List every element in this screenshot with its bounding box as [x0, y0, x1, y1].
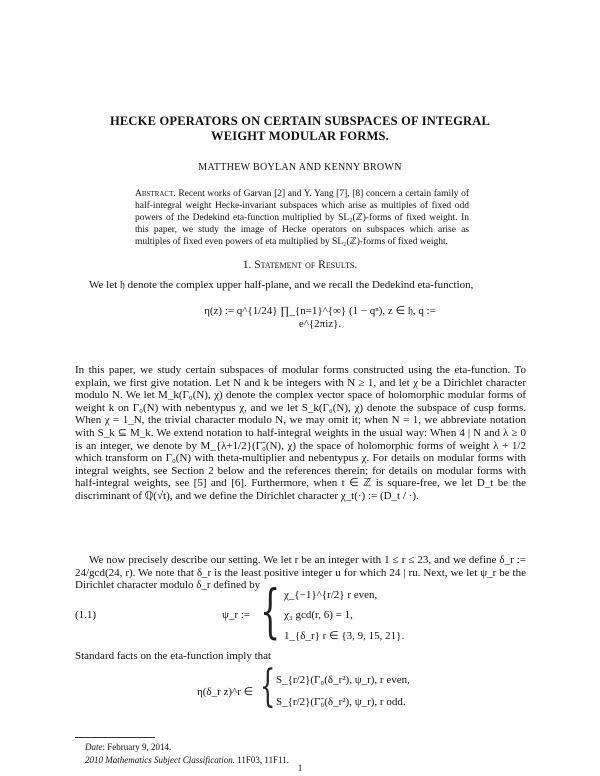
paragraph-3: We now precisely describe our setting. We let r be an integer with 1 ≤ r ≤ 23, and we define δ_r := 24/gcd(24, r). We note that δ_r is the least positive integer u for which 24 | ru. Next, we let ψ_r be the Dirichlet character modulo δ_r defined by [75, 554, 526, 592]
equation-2-lhs: η(δ_r z)^r ∈ [197, 686, 254, 698]
footnote-msc-label: 2010 Mathematics Subject Classification. [85, 755, 235, 765]
abstract-text: Recent works of Garvan [2] and Y. Yang [7], [8] concern a certain family of half-integral weight Hecke-invariant subspaces which arise as multiples of fixed odd powers of the Dedekind eta-function multiplied by SL₂(ℤ)-forms of fixed weight. In this paper, we study the image of Hecke operators on subspaces which arise as multiples of fixed even powers of eta multiplied by SL₂(ℤ)-forms of fixed weight. [135, 189, 470, 247]
footnote-rule [75, 737, 155, 738]
equation-1-1-case-1: χ_{−1}^{r/2} r even, [284, 589, 378, 601]
section-heading: 1. Statement of Results. [242, 259, 358, 271]
equation-2-case-1: S_{r/2}(Γ₀(δ_r²), ψ_r), r even, [276, 674, 410, 686]
footnote-date-label: Date [85, 742, 103, 752]
left-brace-icon: { [260, 577, 281, 645]
paragraph-4: Standard facts on the eta-function imply that [75, 650, 272, 662]
equation-1-1-case-3: 1_{δ_r} r ∈ {3, 9, 15, 21}. [284, 630, 405, 642]
authors: MATTHEW BOYLAN AND KENNY BROWN [198, 162, 402, 173]
page-number: 1 [297, 764, 303, 774]
footnote-date-value: : February 9, 2014. [102, 742, 172, 752]
paragraph-1: We let 𝔥 denote the complex upper half-plane, and we recall the Dedekind eta-function, [89, 279, 474, 291]
abstract [135, 188, 469, 248]
paper-title [60, 114, 540, 144]
title-line-2: WEIGHT MODULAR FORMS. [211, 129, 389, 143]
equation-label-1-1: (1.1) [75, 609, 97, 621]
paragraph-2: In this paper, we study certain subspaces of modular forms constructed using the eta-function. To explain, we first give notation. Let N and k be integers with N ≥ 1, and let χ be a Dirichlet character modulo N. We let M_k(Γ₀(N), χ) denote the complex vector space of holomorphic modular forms of weight k on Γ₀(N) with nebentypus χ, and we let S_k(Γ₀(N), χ) denote the subspace of cusp forms. When χ = 1_N, the trivial character modulo N, we may omit it; when N = 1, we abbreviate notation with S_k ⊆ M_k. We extend notation to half-integral weights in the usual way: When 4 | N and λ ≥ 0 is an integer, we denote by M_{λ+1/2}(Γ̃₀(N), χ) the space of holomorphic forms of weight λ + 1/2 which transform on Γ₀(N) with theta-multiplier and nebentypus χ. For details on modular forms with integral weights, see Section 2 below and the references therein; for details on modular forms with half-integral weights, see [5] and [6]. Furthermore, when t ∈ ℤ is square-free, we let D_t be the discriminant of ℚ(√t), and we define the Dirichlet character χ_t(·) := (D_t / ·). [75, 364, 526, 502]
left-brace-icon: { [260, 661, 276, 712]
equation-2-case-2: S_{r/2}(Γ̃₀(δ_r²), ψ_r), r odd. [276, 696, 406, 708]
title-line-1: HECKE OPERATORS ON CERTAIN SUBSPACES OF INTEGRAL [109, 114, 491, 128]
footnote-msc-value: 11F03, 11F11. [235, 755, 290, 765]
equation-1-1-case-2: χ₃ gcd(r, 6) = 1, [284, 609, 353, 621]
abstract-label: Abstract. [135, 189, 176, 199]
equation-eta: η(z) := q^{1/24} ∏_{n=1}^{∞} (1 − qⁿ), z ∈ 𝔥, q := e^{2πiz}. [204, 305, 436, 330]
equation-1-1-lhs: ψ_r := [222, 609, 251, 621]
footnote-date [85, 742, 171, 752]
